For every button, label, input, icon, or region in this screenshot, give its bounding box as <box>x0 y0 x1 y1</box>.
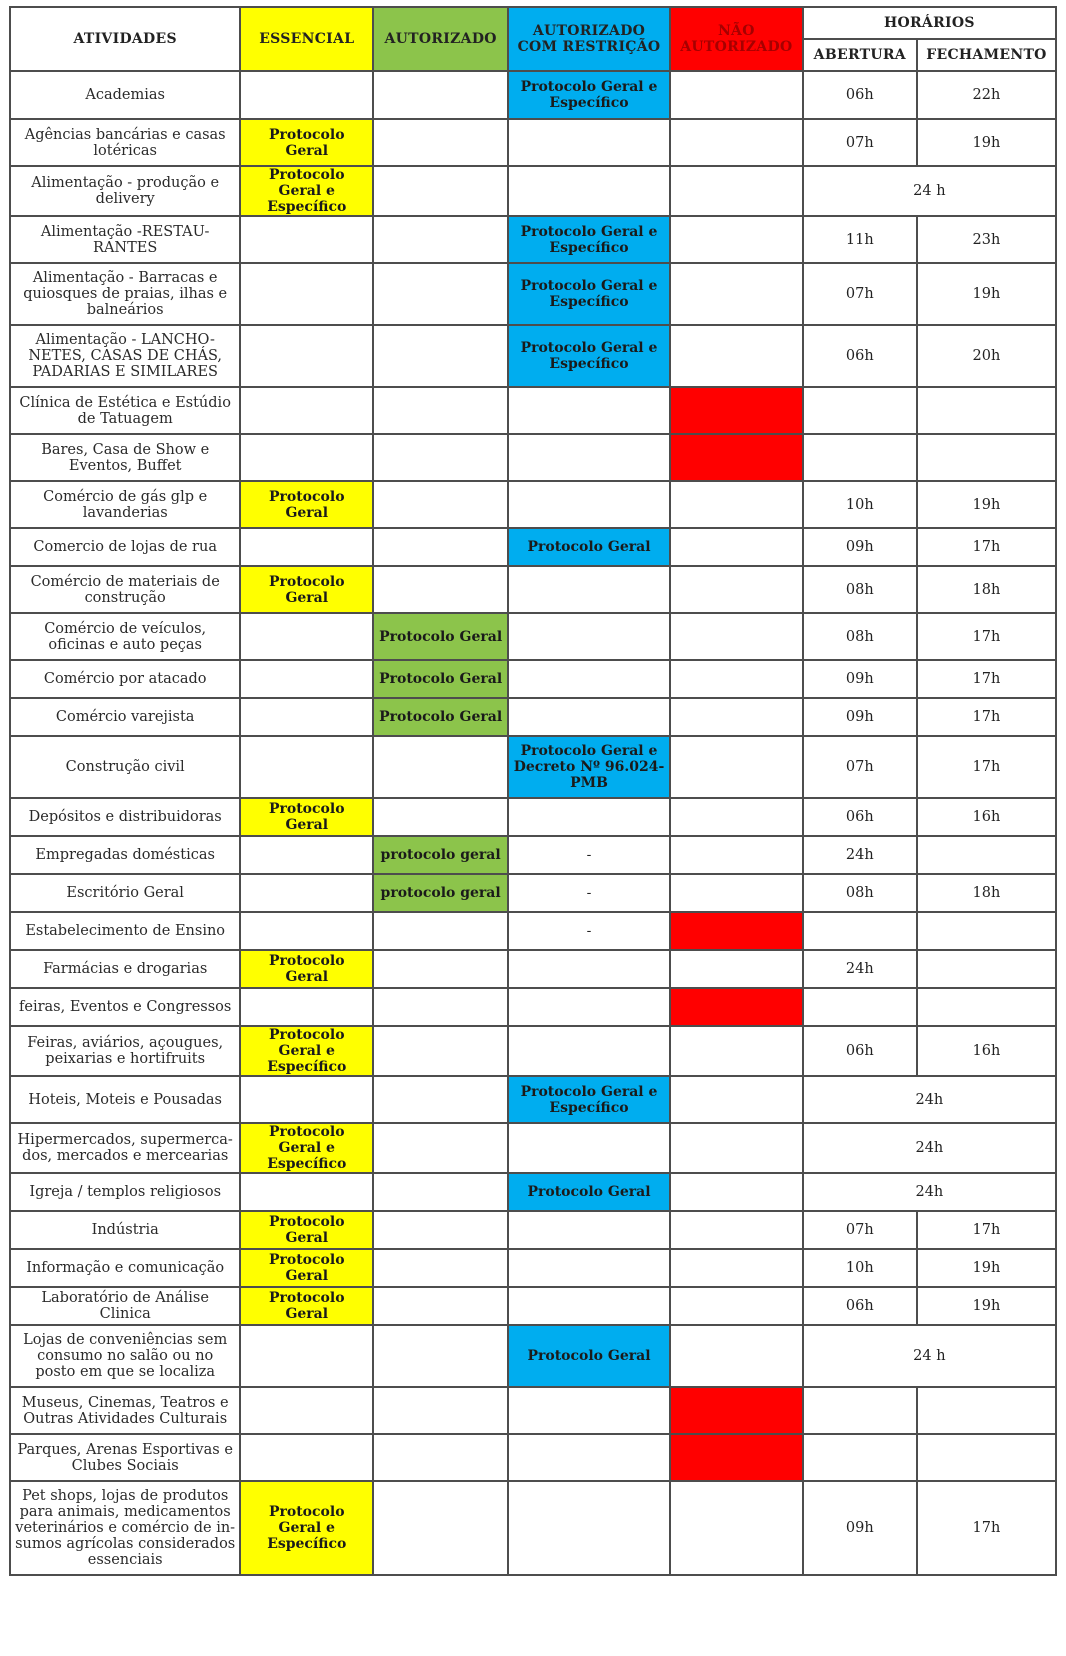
cell-nao-autorizado <box>670 736 803 798</box>
table-row <box>10 836 1056 874</box>
cell-autorizado <box>373 798 508 836</box>
cell-abertura <box>803 1434 917 1481</box>
activities-table <box>9 6 1057 1576</box>
cell-nao-autorizado <box>670 434 803 481</box>
cell-nao-autorizado <box>670 836 803 874</box>
cell-autorizado <box>373 263 508 325</box>
cell-fechamento: 20h <box>917 325 1056 387</box>
cell-abertura <box>803 912 917 950</box>
cell-atividade: Academias <box>10 71 240 119</box>
cell-essencial <box>240 216 373 263</box>
cell-autorizado-restricao <box>508 1434 670 1481</box>
cell-autorizado-restricao <box>508 1211 670 1249</box>
cell-nao-autorizado <box>670 71 803 119</box>
cell-fechamento <box>917 387 1056 434</box>
cell-atividade: Informação e comunicação <box>10 1249 240 1287</box>
cell-essencial: Protocolo Geral <box>240 566 373 613</box>
cell-essencial <box>240 988 373 1026</box>
cell-horario: 24 h <box>803 1325 1056 1387</box>
cell-essencial <box>240 263 373 325</box>
cell-atividade: Feiras, aviários, açougues, peixarias e hortifruits <box>10 1026 240 1076</box>
cell-nao-autorizado <box>670 528 803 566</box>
table-row <box>10 912 1056 950</box>
cell-atividade: feiras, Eventos e Congressos <box>10 988 240 1026</box>
cell-atividade: Depósitos e distribuidoras <box>10 798 240 836</box>
table-row <box>10 1211 1056 1249</box>
cell-fechamento <box>917 1434 1056 1481</box>
cell-fechamento <box>917 950 1056 988</box>
cell-nao-autorizado <box>670 874 803 912</box>
cell-autorizado-restricao <box>508 1026 670 1076</box>
cell-atividade: Laboratório de Análise Clinica <box>10 1287 240 1325</box>
cell-abertura: 07h <box>803 119 917 166</box>
cell-essencial <box>240 1387 373 1434</box>
header-nao-autorizado: NÃO AUTORIZADO <box>670 7 803 71</box>
cell-abertura: 06h <box>803 798 917 836</box>
cell-autorizado <box>373 434 508 481</box>
cell-abertura: 24h <box>803 836 917 874</box>
cell-autorizado <box>373 1123 508 1173</box>
cell-abertura: 09h <box>803 1481 917 1575</box>
cell-abertura: 06h <box>803 325 917 387</box>
cell-atividade: Hoteis, Moteis e Pousadas <box>10 1076 240 1123</box>
cell-autorizado <box>373 1076 508 1123</box>
cell-autorizado-restricao <box>508 950 670 988</box>
cell-atividade: Pet shops, lojas de produtos para animais, medicamentos veterinários e comércio de in-sumos agrícolas considerados essenciais <box>10 1481 240 1575</box>
cell-fechamento: 17h <box>917 1211 1056 1249</box>
cell-nao-autorizado <box>670 950 803 988</box>
cell-autorizado-restricao <box>508 798 670 836</box>
cell-essencial <box>240 736 373 798</box>
cell-abertura: 08h <box>803 613 917 660</box>
cell-essencial: Protocolo Geral <box>240 1287 373 1325</box>
cell-nao-autorizado <box>670 1211 803 1249</box>
cell-atividade: Clínica de Estética e Estúdio de Tatuagem <box>10 387 240 434</box>
cell-essencial <box>240 874 373 912</box>
table-row <box>10 119 1056 166</box>
cell-autorizado <box>373 119 508 166</box>
cell-essencial <box>240 528 373 566</box>
cell-atividade: Museus, Cinemas, Teatros e Outras Atividades Culturais <box>10 1387 240 1434</box>
cell-atividade: Comercio de lojas de rua <box>10 528 240 566</box>
cell-autorizado <box>373 1481 508 1575</box>
cell-fechamento: 17h <box>917 736 1056 798</box>
table-row <box>10 798 1056 836</box>
table-row <box>10 325 1056 387</box>
table-row <box>10 216 1056 263</box>
cell-fechamento: 19h <box>917 1249 1056 1287</box>
cell-abertura: 10h <box>803 1249 917 1287</box>
cell-nao-autorizado <box>670 798 803 836</box>
cell-abertura: 24h <box>803 950 917 988</box>
cell-nao-autorizado <box>670 1026 803 1076</box>
cell-nao-autorizado <box>670 1387 803 1434</box>
table-row <box>10 1173 1056 1211</box>
cell-abertura: 08h <box>803 874 917 912</box>
cell-horario: 24h <box>803 1173 1056 1211</box>
table-row <box>10 950 1056 988</box>
table-row <box>10 566 1056 613</box>
cell-essencial <box>240 698 373 736</box>
cell-abertura: 11h <box>803 216 917 263</box>
cell-nao-autorizado <box>670 481 803 528</box>
cell-autorizado-restricao: Protocolo Geral <box>508 1173 670 1211</box>
cell-atividade: Parques, Arenas Esportivas e Clubes Sociais <box>10 1434 240 1481</box>
cell-atividade: Empregadas domésticas <box>10 836 240 874</box>
cell-fechamento: 17h <box>917 660 1056 698</box>
table-row <box>10 1026 1056 1076</box>
cell-autorizado <box>373 528 508 566</box>
cell-autorizado-restricao <box>508 1249 670 1287</box>
cell-autorizado-restricao <box>508 660 670 698</box>
table-row <box>10 874 1056 912</box>
cell-essencial <box>240 1173 373 1211</box>
cell-fechamento: 16h <box>917 1026 1056 1076</box>
cell-autorizado-restricao <box>508 481 670 528</box>
cell-atividade: Comércio de veículos, oficinas e auto peças <box>10 613 240 660</box>
cell-autorizado <box>373 1434 508 1481</box>
cell-essencial <box>240 1325 373 1387</box>
cell-fechamento <box>917 912 1056 950</box>
cell-autorizado-restricao: Protocolo Geral e Específico <box>508 216 670 263</box>
cell-essencial <box>240 1076 373 1123</box>
cell-nao-autorizado <box>670 1325 803 1387</box>
table-row <box>10 660 1056 698</box>
cell-autorizado <box>373 988 508 1026</box>
cell-nao-autorizado <box>670 698 803 736</box>
cell-abertura: 07h <box>803 1211 917 1249</box>
cell-atividade: Igreja / templos religiosos <box>10 1173 240 1211</box>
cell-nao-autorizado <box>670 325 803 387</box>
cell-nao-autorizado <box>670 387 803 434</box>
cell-autorizado-restricao <box>508 1387 670 1434</box>
header-autorizado: AUTORIZADO <box>373 7 508 71</box>
table-row <box>10 1076 1056 1123</box>
cell-essencial <box>240 1434 373 1481</box>
table-row <box>10 71 1056 119</box>
cell-autorizado <box>373 1325 508 1387</box>
cell-atividade: Alimentação - produção e delivery <box>10 166 240 216</box>
cell-horario: 24h <box>803 1076 1056 1123</box>
cell-atividade: Comércio de materiais de construção <box>10 566 240 613</box>
cell-autorizado <box>373 1387 508 1434</box>
cell-nao-autorizado <box>670 1481 803 1575</box>
cell-autorizado <box>373 166 508 216</box>
cell-nao-autorizado <box>670 660 803 698</box>
cell-autorizado-restricao <box>508 1481 670 1575</box>
cell-nao-autorizado <box>670 613 803 660</box>
cell-fechamento <box>917 434 1056 481</box>
cell-nao-autorizado <box>670 166 803 216</box>
cell-essencial: Protocolo Geral e Específico <box>240 1481 373 1575</box>
cell-fechamento: 22h <box>917 71 1056 119</box>
table-header <box>10 7 1056 71</box>
cell-autorizado: protocolo geral <box>373 874 508 912</box>
cell-atividade: Comércio de gás glp e lavanderias <box>10 481 240 528</box>
table-row <box>10 263 1056 325</box>
cell-essencial <box>240 434 373 481</box>
cell-atividade: Comércio por atacado <box>10 660 240 698</box>
cell-fechamento <box>917 836 1056 874</box>
cell-essencial <box>240 613 373 660</box>
header-horarios: HORÁRIOS <box>803 7 1056 39</box>
cell-essencial: Protocolo Geral e Específico <box>240 1123 373 1173</box>
cell-abertura <box>803 434 917 481</box>
cell-autorizado-restricao <box>508 698 670 736</box>
cell-essencial <box>240 912 373 950</box>
cell-fechamento <box>917 1387 1056 1434</box>
cell-autorizado-restricao: - <box>508 874 670 912</box>
cell-atividade: Comércio varejista <box>10 698 240 736</box>
cell-atividade: Estabelecimento de Ensino <box>10 912 240 950</box>
table-row <box>10 613 1056 660</box>
table-row <box>10 166 1056 216</box>
cell-atividade: Bares, Casa de Show e Eventos, Buffet <box>10 434 240 481</box>
cell-autorizado-restricao <box>508 387 670 434</box>
cell-abertura: 06h <box>803 1287 917 1325</box>
table-row <box>10 1387 1056 1434</box>
cell-nao-autorizado <box>670 1173 803 1211</box>
cell-autorizado-restricao: Protocolo Geral e Específico <box>508 325 670 387</box>
table-row <box>10 434 1056 481</box>
cell-fechamento <box>917 988 1056 1026</box>
cell-fechamento: 19h <box>917 119 1056 166</box>
header-autorizado-restricao: AUTORIZADO COM RESTRIÇÃO <box>508 7 670 71</box>
cell-autorizado: Protocolo Geral <box>373 613 508 660</box>
cell-autorizado <box>373 387 508 434</box>
cell-nao-autorizado <box>670 988 803 1026</box>
cell-essencial: Protocolo Geral e Específico <box>240 166 373 216</box>
cell-autorizado <box>373 1249 508 1287</box>
cell-autorizado-restricao <box>508 566 670 613</box>
cell-autorizado-restricao <box>508 988 670 1026</box>
cell-essencial: Protocolo Geral <box>240 1211 373 1249</box>
cell-nao-autorizado <box>670 216 803 263</box>
cell-nao-autorizado <box>670 263 803 325</box>
cell-essencial <box>240 660 373 698</box>
cell-essencial <box>240 836 373 874</box>
table-row <box>10 1434 1056 1481</box>
cell-nao-autorizado <box>670 912 803 950</box>
cell-autorizado <box>373 1173 508 1211</box>
cell-essencial <box>240 325 373 387</box>
cell-abertura: 06h <box>803 71 917 119</box>
cell-autorizado <box>373 912 508 950</box>
table-row <box>10 1287 1056 1325</box>
cell-horario: 24h <box>803 1123 1056 1173</box>
cell-nao-autorizado <box>670 1434 803 1481</box>
cell-autorizado-restricao <box>508 613 670 660</box>
cell-autorizado-restricao <box>508 166 670 216</box>
cell-essencial: Protocolo Geral <box>240 950 373 988</box>
cell-essencial: Protocolo Geral <box>240 1249 373 1287</box>
cell-autorizado-restricao: Protocolo Geral e Específico <box>508 1076 670 1123</box>
cell-autorizado <box>373 1026 508 1076</box>
cell-abertura: 07h <box>803 263 917 325</box>
header-essencial: ESSENCIAL <box>240 7 373 71</box>
cell-autorizado-restricao: Protocolo Geral e Decreto Nº 96.024-PMB <box>508 736 670 798</box>
cell-abertura <box>803 1387 917 1434</box>
cell-autorizado: protocolo geral <box>373 836 508 874</box>
cell-fechamento: 23h <box>917 216 1056 263</box>
cell-essencial: Protocolo Geral e Específico <box>240 1026 373 1076</box>
table-body <box>10 71 1056 1575</box>
cell-atividade: Farmácias e drogarias <box>10 950 240 988</box>
cell-atividade: Lojas de conveniências sem consumo no salão ou no posto em que se localiza <box>10 1325 240 1387</box>
header-atividades: ATIVIDADES <box>10 7 240 71</box>
cell-nao-autorizado <box>670 119 803 166</box>
table-row <box>10 1481 1056 1575</box>
cell-autorizado-restricao: Protocolo Geral <box>508 528 670 566</box>
table-row <box>10 1123 1056 1173</box>
cell-autorizado-restricao: - <box>508 836 670 874</box>
cell-nao-autorizado <box>670 1076 803 1123</box>
cell-atividade: Indústria <box>10 1211 240 1249</box>
cell-autorizado-restricao <box>508 1287 670 1325</box>
cell-nao-autorizado <box>670 1249 803 1287</box>
cell-essencial: Protocolo Geral <box>240 119 373 166</box>
table-row <box>10 988 1056 1026</box>
table-row <box>10 481 1056 528</box>
cell-fechamento: 18h <box>917 566 1056 613</box>
cell-fechamento: 19h <box>917 263 1056 325</box>
cell-autorizado <box>373 950 508 988</box>
cell-essencial: Protocolo Geral <box>240 481 373 528</box>
cell-abertura: 07h <box>803 736 917 798</box>
cell-autorizado <box>373 325 508 387</box>
cell-abertura <box>803 988 917 1026</box>
cell-autorizado-restricao <box>508 119 670 166</box>
cell-autorizado <box>373 1211 508 1249</box>
cell-fechamento: 17h <box>917 698 1056 736</box>
cell-autorizado-restricao: - <box>508 912 670 950</box>
cell-autorizado <box>373 736 508 798</box>
cell-autorizado-restricao: Protocolo Geral e Específico <box>508 71 670 119</box>
cell-essencial <box>240 71 373 119</box>
table-row <box>10 1249 1056 1287</box>
table-row <box>10 387 1056 434</box>
cell-abertura: 09h <box>803 528 917 566</box>
cell-autorizado <box>373 1287 508 1325</box>
cell-abertura: 08h <box>803 566 917 613</box>
cell-atividade: Alimentação -RESTAU-RANTES <box>10 216 240 263</box>
cell-atividade: Alimentação - Barracas e quiosques de praias, ilhas e balneários <box>10 263 240 325</box>
cell-abertura: 06h <box>803 1026 917 1076</box>
cell-horario: 24 h <box>803 166 1056 216</box>
cell-abertura: 10h <box>803 481 917 528</box>
table-row <box>10 736 1056 798</box>
cell-fechamento: 17h <box>917 613 1056 660</box>
cell-nao-autorizado <box>670 566 803 613</box>
cell-fechamento: 19h <box>917 1287 1056 1325</box>
cell-atividade: Alimentação - LANCHO-NETES, CASAS DE CHÁS, PADARIAS E SIMILARES <box>10 325 240 387</box>
table-row <box>10 1325 1056 1387</box>
cell-autorizado-restricao <box>508 1123 670 1173</box>
cell-fechamento: 16h <box>917 798 1056 836</box>
cell-autorizado <box>373 481 508 528</box>
cell-abertura <box>803 387 917 434</box>
cell-atividade: Construção civil <box>10 736 240 798</box>
cell-autorizado-restricao: Protocolo Geral e Específico <box>508 263 670 325</box>
cell-nao-autorizado <box>670 1123 803 1173</box>
cell-nao-autorizado <box>670 1287 803 1325</box>
cell-fechamento: 17h <box>917 1481 1056 1575</box>
header-abertura: ABERTURA <box>803 39 917 71</box>
cell-atividade: Agências bancárias e casas lotéricas <box>10 119 240 166</box>
cell-abertura: 09h <box>803 698 917 736</box>
cell-autorizado: Protocolo Geral <box>373 660 508 698</box>
cell-fechamento: 19h <box>917 481 1056 528</box>
cell-essencial: Protocolo Geral <box>240 798 373 836</box>
cell-atividade: Hipermercados, supermerca-dos, mercados e mercearias <box>10 1123 240 1173</box>
header-fechamento: FECHAMENTO <box>917 39 1056 71</box>
cell-autorizado-restricao: Protocolo Geral <box>508 1325 670 1387</box>
table-row <box>10 698 1056 736</box>
cell-essencial <box>240 387 373 434</box>
table-row <box>10 528 1056 566</box>
cell-autorizado-restricao <box>508 434 670 481</box>
cell-autorizado: Protocolo Geral <box>373 698 508 736</box>
cell-fechamento: 18h <box>917 874 1056 912</box>
cell-autorizado <box>373 71 508 119</box>
cell-autorizado <box>373 566 508 613</box>
cell-atividade: Escritório Geral <box>10 874 240 912</box>
cell-autorizado <box>373 216 508 263</box>
cell-fechamento: 17h <box>917 528 1056 566</box>
cell-abertura: 09h <box>803 660 917 698</box>
